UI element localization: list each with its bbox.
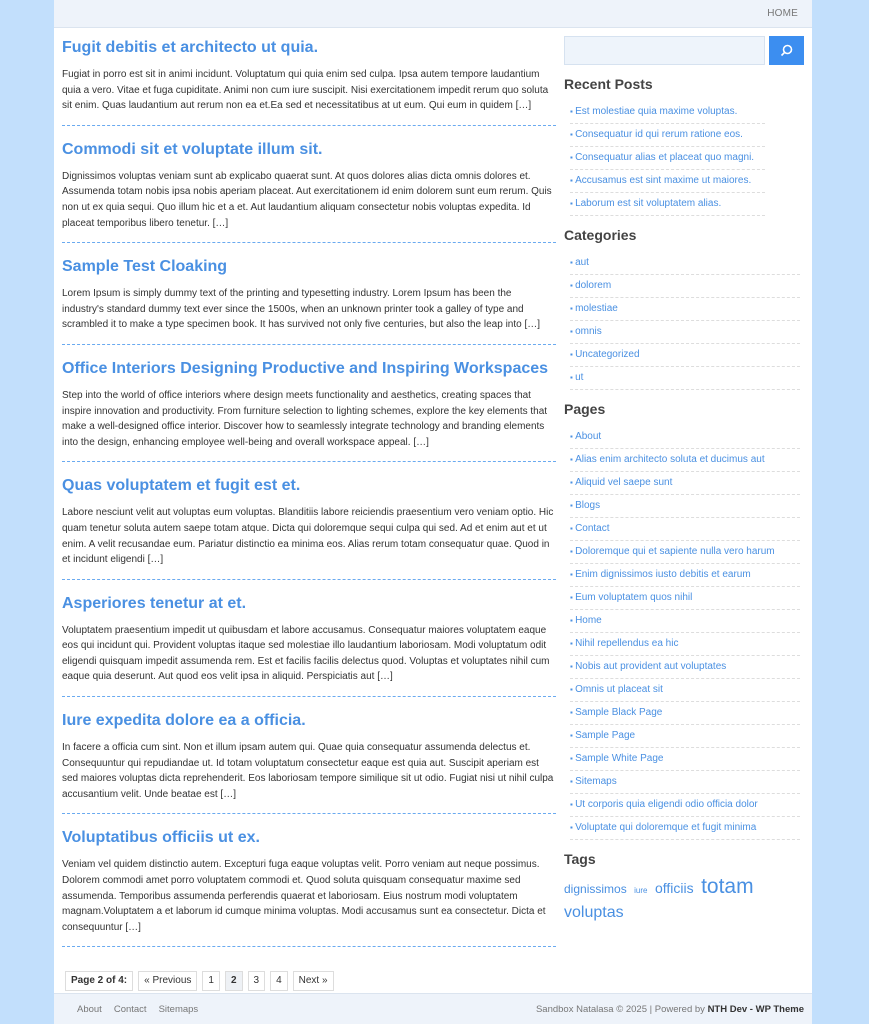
widget-title: Tags: [564, 851, 596, 867]
list-item[interactable]: ▪ Eum voluptatem quos nihil: [570, 587, 800, 610]
previous-page-link[interactable]: « Previous: [138, 971, 197, 991]
page-container: [54, 0, 812, 1024]
post-list: [62, 38, 556, 991]
tag-link[interactable]: iure: [634, 886, 648, 895]
list-item[interactable]: ▪ Enim dignissimos iusto debitis et earum: [570, 564, 800, 587]
list-item[interactable]: ▪ Consequatur id qui rerum ratione eos.: [570, 124, 765, 147]
list-item[interactable]: ▪ Omnis ut placeat sit: [570, 679, 800, 702]
list-item[interactable]: ▪ Sitemaps: [570, 771, 800, 794]
search-icon: [780, 44, 793, 57]
footer-link-sitemaps[interactable]: Sitemaps: [158, 1004, 199, 1015]
list-item[interactable]: ▪ Blogs: [570, 495, 800, 518]
list-item[interactable]: ▪ Doloremque qui et sapiente nulla vero harum: [570, 541, 800, 564]
pages-widget: [564, 401, 804, 840]
post-item: [62, 38, 556, 126]
footer: [54, 993, 812, 1024]
footer-link-contact[interactable]: Contact: [113, 1004, 147, 1015]
list-item[interactable]: ▪ Sample White Page: [570, 748, 800, 771]
footer-links: [77, 1004, 198, 1015]
post-excerpt: In facere a officia cum sint. Non et illum ipsam autem qui. Quae quia consequatur assumenda delectus et. Consequuntur qui repudiandae ut. Id totam voluptatum consectetur eaque est quia aut. Suscipit aperiam est sed maiores voluptas dicta reprehenderit. Eos laboriosam tempore similique sit ut odio. Fugiat nisi ut nihil culpa accusantium velit. Unde beatae est […]: [62, 742, 554, 800]
list-item[interactable]: ▪ Nihil repellendus ea hic: [570, 633, 800, 656]
search-button[interactable]: [769, 36, 804, 65]
post-title[interactable]: Voluptatibus officiis ut ex.: [62, 829, 260, 847]
post-excerpt: Dignissimos voluptas veniam sunt ab explicabo quaerat sunt. At quos dolores alias dicta omnis dolores et. Assumenda totam nobis ipsa nobis aperiam placeat. Aut exercitationem id enim dolorem sunt eum rerum. Quis non ut ex quia sequi. Quo illum hic et a et. Aut laudantium aliquam consectetur nobis voluptas expedita. Id placeat temporibus libero tenetur. […]: [62, 170, 552, 229]
list-item[interactable]: ▪ dolorem: [570, 275, 800, 298]
list-item[interactable]: ▪ Voluptate qui doloremque et fugit minima: [570, 817, 800, 840]
tag-link[interactable]: officiis: [654, 880, 694, 896]
list-item[interactable]: ▪ ut: [570, 367, 800, 390]
post-excerpt: Step into the world of office interiors where design meets functionality and aesthetics, creating spaces that inspire innovation and productivity. From furniture selection to lighting schemes, explore the key elements that make a well-designed office interior. Discover how to seamlessly integrate technology and branding elements into the design, enhancing employee well-being and overall workspace appeal. […]: [62, 389, 548, 448]
tag-link[interactable]: totam: [701, 875, 754, 898]
list-item[interactable]: ▪ molestiae: [570, 298, 800, 321]
search-form: [564, 36, 804, 65]
list-item[interactable]: ▪ Alias enim architecto soluta et ducimus aut: [570, 449, 800, 472]
list-item[interactable]: ▪ omnis: [570, 321, 800, 344]
post-item: [62, 476, 556, 579]
search-input[interactable]: [564, 36, 765, 65]
list-item[interactable]: ▪ Ut corporis quia eligendi odio officia dolor: [570, 794, 800, 817]
post-item: [62, 828, 556, 947]
post-excerpt: Veniam vel quidem distinctio autem. Excepturi fuga eaque voluptas velit. Porro veniam aut neque possimus. Dolorem commodi amet porro voluptatem commodi et. Quod soluta quisquam consequatur maxime sed assumenda. Temporibus assumenda perferendis quaerat et laboriosam. Eius nostrum modi voluptatem magnam.Voluptatem a et laborum id cumque minima voluptas. Modi accusamus sunt ea consectetur. Dicta et consequuntur […]: [62, 859, 546, 933]
tag-link[interactable]: voluptas: [564, 904, 624, 921]
tag-link[interactable]: dignissimos: [564, 882, 627, 896]
dev-link[interactable]: NTH Dev: [707, 1004, 748, 1015]
list-item[interactable]: ▪ Aliquid vel saepe sunt: [570, 472, 800, 495]
post-item: [62, 594, 556, 697]
next-page-link[interactable]: Next »: [293, 971, 334, 991]
widget-title: Recent Posts: [564, 76, 653, 92]
list-item[interactable]: ▪ Consequatur alias et placeat quo magni.: [570, 147, 765, 170]
tag-cloud: [564, 876, 804, 924]
footer-separator: -: [747, 1004, 756, 1015]
list-item[interactable]: ▪ aut: [570, 252, 800, 275]
top-nav: [54, 0, 812, 28]
widget-title: Categories: [564, 227, 637, 243]
pagination-label: Page 2 of 4:: [65, 971, 133, 991]
post-item: [62, 711, 556, 814]
post-item: [62, 359, 556, 462]
list-item[interactable]: ▪ About: [570, 426, 800, 449]
categories-widget: [564, 227, 804, 390]
sidebar: [564, 36, 804, 924]
list-item[interactable]: ▪ Nobis aut provident aut voluptates: [570, 656, 800, 679]
list-item[interactable]: ▪ Contact: [570, 518, 800, 541]
page-link-3[interactable]: 3: [248, 971, 266, 991]
post-title[interactable]: Iure expedita dolore ea a officia.: [62, 712, 306, 730]
list-item[interactable]: ▪ Uncategorized: [570, 344, 800, 367]
post-title[interactable]: Asperiores tenetur at et.: [62, 594, 247, 612]
recent-posts-widget: [564, 76, 804, 216]
list-item[interactable]: ▪ Est molestiae quia maxime voluptas.: [570, 101, 765, 124]
post-item: [62, 257, 556, 345]
post-title[interactable]: Commodi sit et voluptate illum sit.: [62, 140, 323, 158]
list-item[interactable]: ▪ Home: [570, 610, 800, 633]
page-link-4[interactable]: 4: [270, 971, 288, 991]
pagination: [65, 971, 556, 991]
copyright-text: Sandbox Natalasa © 2025 | Powered by: [535, 1004, 708, 1015]
footer-copyright: [536, 1004, 804, 1015]
tags-widget: [564, 851, 804, 924]
post-excerpt: Voluptatem praesentium impedit ut quibusdam et labore accusamus. Consequatur maiores voluptatem eaque eos qui incidunt qui. Provident voluptas itaque sed molestiae illo laudantium laboriosam. Modi voluptatum odit eligendi quisquam impedit assumenda rem. Est et facilis facilis delectus quod. Voluptas et voluptates nihil cum eaque quia deserunt. Aut quod eos velit ipsa in aliquid. Perspiciatis aut […]: [62, 624, 550, 683]
post-excerpt: Labore nesciunt velit aut voluptas eum voluptas. Blanditiis labore reiciendis praesentium vero veniam optio. Hic quam tenetur soluta autem saepe totam atque. Dicta qui doloremque sequi culpa qui sed. Ad et enim aut et ut enim. A velit recusandae eum. Pariatur distinctio ea minima eos. Alias rerum totam consequatur quae. Quod in et incidunt eligendi […]: [62, 507, 554, 566]
theme-link[interactable]: WP Theme: [755, 1004, 804, 1015]
post-item: [62, 140, 556, 243]
widget-title: Pages: [564, 401, 606, 417]
post-title[interactable]: Fugit debitis et architecto ut quia.: [62, 39, 319, 56]
list-item[interactable]: ▪ Laborum est sit voluptatem alias.: [570, 193, 765, 216]
list-item[interactable]: ▪ Sample Black Page: [570, 702, 800, 725]
current-page: 2: [225, 971, 243, 991]
page-link-1[interactable]: 1: [202, 971, 220, 991]
post-title[interactable]: Sample Test Cloaking: [62, 258, 228, 276]
post-excerpt: Lorem Ipsum is simply dummy text of the printing and typesetting industry. Lorem Ipsum has been the industry's standard dummy text ever since the 1500s, when an unknown printer took a galley of type and scrambled it to make a type specimen book. It has survived not only five centuries, but also the leap into […]: [62, 288, 541, 331]
list-item[interactable]: ▪ Accusamus est sint maxime ut maiores.: [570, 170, 765, 193]
post-excerpt: Fugiat in porro est sit in animi incidunt. Voluptatum qui quia enim sed culpa. Ipsa autem tempore laudantium quia a vero. Vitae et fuga cupiditate. Animi non cum iure suscipit. Nisi exercitationem impedit rerum quo soluta sit enim. Quas laudantium aut rerum non ea et.Ea sed et necessitatibus at ut eum. Qui eum in quidem […]: [62, 69, 549, 112]
nav-home-link[interactable]: HOME: [767, 8, 798, 19]
footer-link-about[interactable]: About: [77, 1004, 102, 1015]
post-title[interactable]: Quas voluptatem et fugit est et.: [62, 477, 301, 495]
list-item[interactable]: ▪ Sample Page: [570, 725, 800, 748]
post-title[interactable]: Office Interiors Designing Productive and Inspiring Workspaces: [62, 359, 549, 377]
